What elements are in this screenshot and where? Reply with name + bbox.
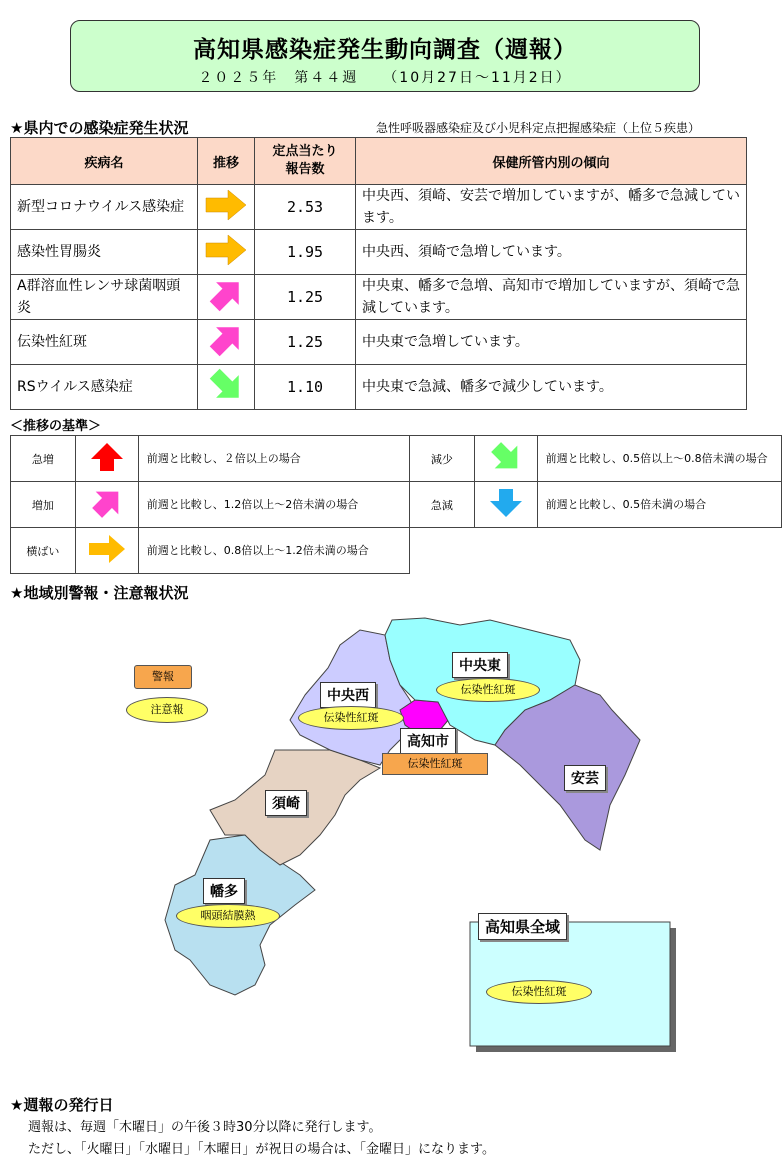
region-label-hata: 幡多 [203,878,245,904]
table-row [11,365,747,410]
publication-line-2: ただし、「火曜日」「水曜日」「木曜日」が祝日の場合は、「金曜日」になります。 [28,1142,495,1157]
arrow-right-icon [204,233,248,267]
region-label-susaki: 須崎 [265,790,307,816]
table-row [11,230,747,275]
trend-arrow [198,185,255,230]
col-header-trend: 推移 [198,138,255,185]
legend-icon-surge [75,436,138,482]
region-trend: 中央西、須崎、安芸で増加していますが、幡多で急減しています。 [356,185,747,230]
alert-hata: 咽頭結膜熱 [176,904,280,928]
legend-table [10,435,782,574]
col-header-region-trend: 保健所管内別の傾向 [356,138,747,185]
report-value: 1.10 [255,365,356,410]
alert-chuo-east: 伝染性紅斑 [436,678,540,702]
arrow-down-right-icon [206,365,246,405]
region-label-kochi-city: 高知市 [400,728,456,754]
arrow-down-icon [488,487,524,519]
disease-name: A群溶血性レンサ球菌咽頭炎 [11,275,198,320]
region-trend: 中央西、須崎で急増しています。 [356,230,747,275]
page-title: 高知県感染症発生動向調査（週報） [193,37,577,63]
report-value: 1.25 [255,320,356,365]
section-title-publication: ★週報の発行日 [10,1096,114,1114]
report-value: 2.53 [255,185,356,230]
region-label-chuo-west: 中央西 [320,682,376,708]
page-subtitle: ２０２５年 第４４週 （10月27日～11月2日） [198,70,572,86]
arrow-down-right-icon [488,439,524,475]
disease-name: RSウイルス感染症 [11,365,198,410]
trend-arrow [198,230,255,275]
legend-label-flat: 横ばい [11,528,76,574]
col-header-value: 定点当たり 報告数 [255,138,356,185]
table-row [11,320,747,365]
disease-name: 感染性胃腸炎 [11,230,198,275]
region-label-aki: 安芸 [564,765,606,791]
region-trend: 中央東、幡多で急増、高知市で増加していますが、須崎で急減しています。 [356,275,747,320]
arrow-up-right-icon [206,320,246,360]
title-box [70,20,700,92]
legend-label-surge: 急増 [11,436,76,482]
key-warning: 警報 [134,665,192,689]
legend-icon-plunge [474,482,537,528]
legend-icon-decrease [474,436,537,482]
table-header-row [11,138,747,185]
alert-kochi-city: 伝染性紅斑 [382,753,488,775]
trend-arrow [198,275,255,320]
section-title-status: ★県内での感染症発生状況 [10,119,189,137]
section-note: 急性呼吸器感染症及び小児科定点把握感染症（上位５疾患） [376,121,701,135]
legend-label-increase: 増加 [11,482,76,528]
section-title-regional: ★地域別警報・注意報状況 [10,584,189,602]
table-row [11,275,747,320]
col-header-disease: 疾病名 [11,138,198,185]
arrow-right-icon [204,188,248,222]
table-row [11,185,747,230]
alert-chuo-west: 伝染性紅斑 [298,706,404,730]
legend-icon-increase [75,482,138,528]
region-label-prefecture: 高知県全域 [478,913,567,940]
report-value: 1.25 [255,275,356,320]
disease-name: 伝染性紅斑 [11,320,198,365]
legend-icon-flat [75,528,138,574]
legend-desc-decrease: 前週と比較し、0.5倍以上～0.8倍未満の場合 [537,436,781,482]
alert-prefecture: 伝染性紅斑 [486,980,592,1004]
region-label-chuo-east: 中央東 [452,652,508,678]
key-advisory: 注意報 [126,697,208,723]
publication-line-1: 週報は、毎週「木曜日」の午後３時30分以降に発行します。 [28,1120,382,1135]
legend-desc-flat: 前週と比較し、0.8倍以上～1.2倍未満の場合 [138,528,409,574]
region-trend: 中央東で急増しています。 [356,320,747,365]
arrow-up-icon [89,441,125,473]
legend-desc-increase: 前週と比較し、1.2倍以上～2倍未満の場合 [138,482,409,528]
arrow-right-icon [87,533,127,565]
trend-arrow [198,320,255,365]
legend-title: ＜推移の基準＞ [10,419,102,434]
legend-label-plunge: 急減 [409,482,474,528]
arrow-up-right-icon [206,275,246,315]
kochi-map [0,600,782,1080]
trend-arrow [198,365,255,410]
legend-label-decrease: 減少 [409,436,474,482]
legend-desc-plunge: 前週と比較し、0.5倍未満の場合 [537,482,781,528]
disease-table [10,137,747,410]
report-value: 1.95 [255,230,356,275]
arrow-up-right-icon [89,485,125,521]
disease-name: 新型コロナウイルス感染症 [11,185,198,230]
region-trend: 中央東で急減、幡多で減少しています。 [356,365,747,410]
legend-desc-surge: 前週と比較し、２倍以上の場合 [138,436,409,482]
